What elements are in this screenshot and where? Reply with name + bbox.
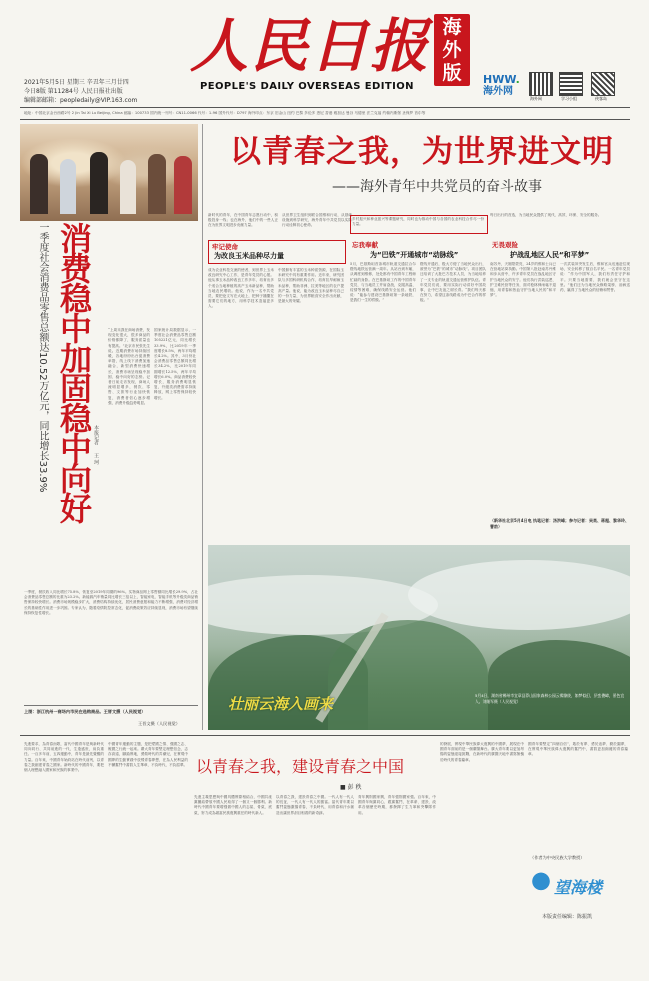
main-story-headline: 以青春之我，为世界进文明 [230,134,614,170]
left-story-body-wide: 一季度，餐饮收入同比增长75.8%，恢复至2019年同期的96%。实物商品网上零售额同比增长29.9%，占社会消费品零售总额的比重为23.2%。新能源汽车销量同比增长三倍以上，智能家电、智能手机等升级类商品销售保持较快增长。消费市场规模稳步扩大，消费结构持续优化，居民消费意愿和能力不断增强，消费对经济增长的基础性作用进一步巩固。专家认为，随着疫情防控常态化，促消费政策效应持续显现，消费市场有望继续保持恢复性增长。 [24,590,198,615]
main-intro-col2: 从世界卫生组织到联合国维和行动，从基础设施到科学研究，海外青年中共党员以实际行动诠释初心使命。 [282,213,352,228]
section-sub-fearless: 护战乱地区人民“和平梦” [510,251,590,259]
date-line: 2021年5月5日 星期三 辛丑年三月廿四 [24,79,129,86]
section-title-mission: 牢记使命 [212,243,238,251]
section3-body-col2: 一次武装冲突发生后，维和官兵迅速赶往现场，安全转移了数百名平民。一名青年党员说：“作为中国军人，我们有责任守护和平。只要当地需要，我们就会坚守在这里。”他们还为当地民众修路架桥、治病送药，赢得了当地民众的信赖和赞誉。 [560,262,630,293]
commentary-col1: 先進要求，為青春而歌，當代中國青年是與新時代同向同行、共同前進的一代，生逢盛世，肩負重任。一百多年前，五四運動中，青年是最先覺醒的力量。百年來，中國青年始終站在時代前列，以青春之我創建青春之國家。新時代的中國青年，要把個人理想融入國家和民族的事業中。 [24,742,104,773]
page-editor: 本版责任编辑：陈振凯 [542,914,593,920]
left-story-headline: 消费稳中加固稳中向好 [55,222,93,522]
section3-intro: 每日出行的首选，为当地民众提供了现代、高效、环保、安全的服务。 [490,213,602,217]
section-sub-mission: 为改良玉米品种尽力量 [214,252,284,260]
qr-code-study-group[interactable] [560,73,582,95]
qr-code-xiakedao[interactable] [592,73,614,95]
commentary-col2: 中國青年運動的主題，是把愛國之情、強國之志、報國之行統一起來。廣大青年要堅定理想信念，志存高遠，腳踏實地，勇做時代的弄潮兒，在實現中國夢的生動實踐中放飛青春夢想，在為人民利益的不懈奮鬥中書寫人生華章，不負時代，不負韶華。 [108,742,188,767]
section1-body-col1: 成为农业科技交流的使者，到世界上玉米改良研究中心工作，是青年党员的心愿。他从事玉米品种改良工作多年，培育出多个适合当地种植的高产玉米新品种，帮助当地农民增收。他说，作为一名中共党员，要把论文写在大地上，把种子播撒在需要它们的地方，用科学技术造福更多人。 [208,268,274,309]
section2-body-col1: 5月，巴基斯坦首条城市轨道交通拉合尔橙线地铁运营满一周年。从站台到车厢，从调度到维修，处处都有中国青年工程师忙碌的身影。在巴基斯坦工作的中国青年党员，与当地员工并肩奋战，克服高温、疫情等困难，确保线路安全运营。他们说：“能参与建设巴基斯坦第一条地铁，是我们一生的骄傲。” [350,262,416,303]
overseas-badge-text: 海外版 [442,16,462,84]
left-photo-caption: 上图：浙江杭州一商场内市民在选购商品。王晋文摄（人民视觉） [24,709,146,714]
column-divider [202,124,203,730]
wanghailou-brand: 望海楼 [554,878,603,897]
edition-line: 今日8版 第11284号 人民日报社出版 [24,88,123,95]
hww-logo-text: 海外网 [483,86,513,97]
commentary-col7: 國青年要堅定“四個自信”，敢於有夢、勇於追夢、勤於圓夢，在實現中華民族偉大復興的奮鬥中，書寫更加絢麗的青春篇章。 [528,742,628,757]
main-intro-col1: 新时代的青年，在中国青年志愿行动中，积极投身一线；也在海外，他们中的一些人正在为世界文明进步贡献力量。 [208,213,278,228]
main-story-credit: （新华社北京5月4日电 执笔记者：汤洪峰；参与记者：吴昊、蒋超、黎华玲、曹劼） [490,518,629,529]
section-title-fearless: 无畏艰险 [492,241,518,249]
hww-logo-mark: HWW. [483,73,520,86]
qr-label: 学习小组 [561,96,577,101]
section3-body-col1: 南苏丹，天刚蒙蒙亮，24岁的维和士兵已在营地站岗执勤。中国第八批赴南苏丹维和步兵营中，许多青年党员在战乱地区守护当地民众的安宁。他们执行武装巡逻、护卫难民营等任务，面对枪林弹雨毫不退缩，用青春和热血守护当地人民的“和平梦”。 [490,262,556,298]
section1-body-col2: 中国拥有丰富的玉米种质资源，在国际玉米研究中具有重要作用。近年来，研究团队与多国科研机构合作，培育抗旱耐病玉米品种，帮助非洲、拉美等地区的农户提高产量。他说，能为改良玉米品种尽自己的一份力量，为世界粮食安全作出贡献，是最大的荣耀。 [278,268,344,304]
newspaper-title: 人民日报 [190,12,431,80]
commentary-rule [20,735,630,736]
left-story-caption: 一季度社会消费品零售总额达10.52万亿元，同比增长33.9% [37,222,48,493]
qr-label: 侠客岛 [595,96,607,101]
section2-body-col2: 橙线开通后，极大方便了当地民众出行，被誉为“巴铁”的城市“动脉线”。项目团队还培训了大批巴方技术人员，为当地培养了一支专业的轨道交通运营维护队伍。青年党员们说，要用实际行动讲好中国故事，让中巴友谊之树长青。“我们每天都在努力，希望这条线路成为中巴合作的样板。” [420,262,486,303]
commentary-byline: ■ 彭 秩 [340,784,362,791]
english-title: PEOPLE'S DAILY OVERSEAS EDITION [200,81,414,92]
masthead-rule [20,107,630,108]
address-line: 地址：中国北京金台西路2号 2 Jin Tai Xi Lu Beijing, China 邮编：100733 国内统一刊号：CN11-0066 代号：1-96 国外代号：D797 海外印点：东京 旧金山 纽约 巴黎 多伦多 悉尼 香港 雅加达 曼谷 马德里 法兰克福 约翰内斯堡 圣保罗 首尔等 [24,111,426,115]
left-photo-author: 王晋文摄（人民视觉） [138,721,180,726]
left-story-body-col1: “上周末我在商场消费，发现变化很大，很多商品的价格都降了，服务质量也有提高。”北京市民张先生说。近期消费市场持续回暖，各地纷纷出台促消费举措，线上线下消费加速融合，新型消费快速增长，消费市场呈现稳中加固、稳中向好的态势。记者日前走访发现，商场人流明显增多，餐饮、零售、文旅等行业加快恢复，消费者信心逐步增强，消费升级趋势明显。 [108,328,150,405]
mall-photo [20,124,198,221]
wanghailou-promo[interactable] [528,867,630,927]
editor-email: 编辑部邮箱：peopledaily@VIP.163.com [24,97,138,104]
qr-code-haiwainet[interactable] [530,73,552,95]
photo-caption: 5月4日，湖南省郴州市宜章县莽山国家森林公园云雾缭绕，如梦似幻，层峦叠嶂，景色宜人。刘细军摄（人民视觉） [475,693,625,704]
commentary-source: （作者为中央民族大学教授） [530,855,585,860]
byline-name: 王 珂 [93,453,99,465]
commentary-headline: 以青春之我，建设青春之中国 [196,757,405,776]
commentary-col6: 的發展，實現中華民族偉大復興的中國夢，展現在中國青年面前的是一個廣闊舞台。廣大青年要以更加昂揚的姿態迎接挑戰，在新時代的廣闊天地中書寫無愧於時代的青春篇章。 [440,742,524,762]
byline-label: 本报记者 [93,425,99,445]
photo-title: 壮丽云海入画来 [228,695,334,713]
overseas-badge [434,14,470,86]
hww-logo[interactable] [483,74,525,100]
masthead [0,0,649,104]
wanghailou-logo-icon [530,871,552,897]
commentary-col3: 先進主義思想與中國具體實際相結合，中國共產黨團結帶領中國人民取得了一個又一個勝利。新時代中國青年要增強做中國人的志氣、骨氣、底氣，努力成為堪當民族復興重任的時代新人。 [194,795,272,815]
address-rule [20,119,630,120]
section-sub-dedication: 为“巴铁”开通城市“动脉线” [370,251,459,259]
left-story-body-col2: 国家统计局数据显示，一季度社会消费品零售总额105221亿元，同比增长33.9%，比2019年一季度增长8.5%，两年平均增长4.2%。其中，3月份社会消费品零售总额同比增长34.2%，比2019年同期增长12.5%，两年平均增长6.0%。商品消费较快增长，服务消费明显恢复，升级类消费需求持续释放，网上零售保持较快增长。 [154,328,196,400]
section-title-dedication: 忘我奉献 [352,241,378,249]
commentary-col5: 青年興則國家興，青年強則國家強。百年來，中國青年與黨同心、跟黨奮鬥，在革命、建設、改革各個歷史時期，都發揮了生力軍和突擊隊作用。 [358,795,436,815]
qr-label: 海外网 [530,96,542,101]
commentary-col4: 以青春之我，建設青春之中國。一代人有一代人的長征，一代人有一代人的擔當。當代青年要以奮鬥姿態激揚青春，不負時代，用青春和汗水創造出讓世界刮目相看的新奇跡。 [276,795,354,815]
section-box-mission [208,240,346,264]
section2-intro: 乡村振兴和种业振兴等课题研究，同时也为推动中国与各国的农业科技合作尽一份力量。 [352,217,484,227]
left-story-rule [24,705,198,706]
main-story-subhead: ——海外青年中共党员的奋斗故事 [332,179,542,195]
